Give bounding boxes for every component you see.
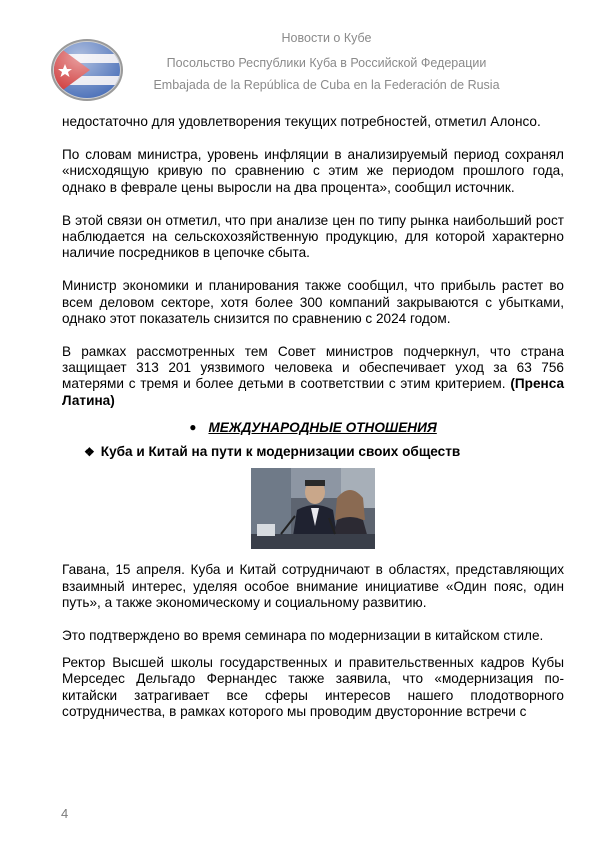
cuba-flag-logo [50, 38, 124, 102]
article-title [84, 444, 564, 460]
paragraph: По словам министра, уровень инфляции в анализируемый период сохранял «нисходящую кривую по сравнению с этим же периодом прошлого года, однако в феврале цены выросли на два процента», сообщил источник. [62, 147, 564, 195]
paragraph: В этой связи он отметил, что при анализе цен по типу рынка наибольший рост наблюдается на сельскохозяйственную продукцию, для которой характерно наличие посредников в цепочке сбыта. [62, 212, 564, 261]
header-embassy-ru: Посольство Республики Куба в Российской Федерации [166, 56, 487, 70]
conference-photo [251, 468, 375, 549]
paragraph: Ректор Высшей школы государственных и правительственных кадров Кубы Мерседес Дельгадо Фернандес также заявила, что «модернизация по-китайски затрагивает все сферы интересов нашего плодотворного сотрудничества, в рамках которого мы проводим двусторонние встречи с [62, 655, 564, 719]
paragraph: Министр экономики и планирования также сообщил, что прибыль растет во всем деловом секторе, хотя более 300 компаний закрываются с убытками, однако этот показатель снизится по сравнению с 2024 годом. [62, 278, 564, 326]
diamond-bullet-icon: ❖ [84, 445, 95, 460]
paragraph-text: В рамках рассмотренных тем Совет министров подчеркнул, что страна защищает 313 201 уязвимого человека и обеспечивает уход за 63 756 матерями с тремя и более детьми в соответствии с этим критерием. [62, 344, 564, 392]
page-number: 4 [61, 806, 69, 821]
article-title-text: Куба и Китай на пути к модернизации своих обществ [100, 444, 461, 460]
paragraph: Это подтверждено во время семинара по модернизации в китайском стиле. [62, 628, 544, 644]
section-title: МЕЖДУНАРОДНЫЕ ОТНОШЕНИЯ [208, 419, 437, 435]
bullet-icon: ● [189, 419, 197, 434]
header-title: Новости о Кубе [281, 31, 372, 45]
paragraph [62, 344, 564, 409]
paragraph: недостаточно для удовлетворения текущих потребностей, отметил Алонсо. [62, 114, 541, 129]
page-header [0, 0, 609, 110]
section-heading [62, 420, 564, 436]
article-body [62, 114, 564, 737]
header-embassy-es: Embajada de la República de Cuba en la Federación de Rusia [153, 78, 500, 92]
paragraph: Гавана, 15 апреля. Куба и Китай сотрудничают в областях, представляющих взаимный интерес, уделяя особое внимание инициативе «Один пояс, один путь», а также экономическому и социальному развитию. [62, 562, 564, 610]
photo-container [62, 468, 564, 553]
source-credit: (Пренса Латина) [62, 376, 565, 408]
